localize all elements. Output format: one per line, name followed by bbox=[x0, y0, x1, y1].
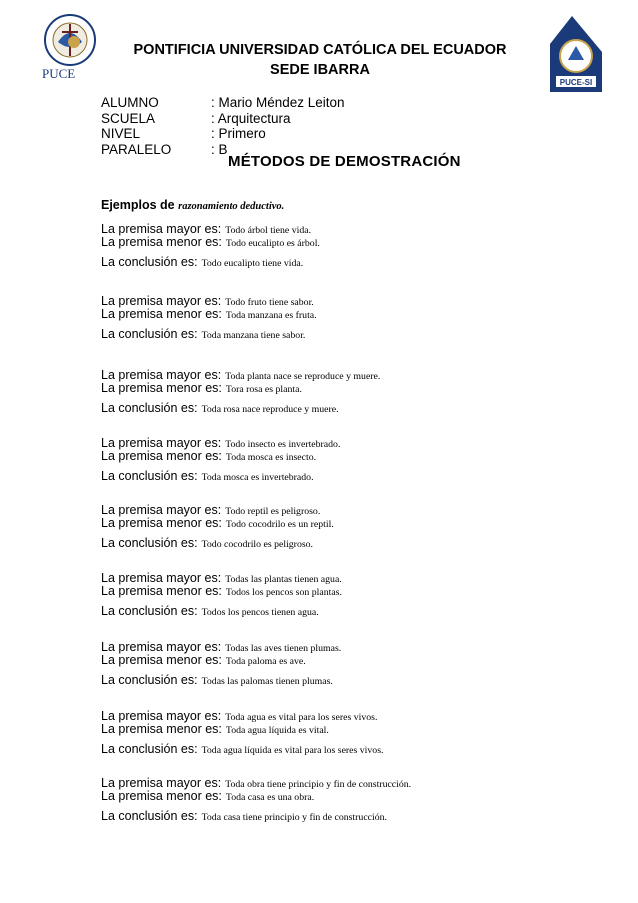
minor-label: La premisa menor es: bbox=[101, 722, 222, 736]
minor-text: Toda mosca es insecto. bbox=[225, 452, 317, 463]
major-label: La premisa mayor es: bbox=[101, 709, 222, 723]
conclusion-text: Todas las palomas tienen plumas. bbox=[201, 676, 333, 687]
puce-si-logo bbox=[546, 12, 606, 94]
minor-label: La premisa menor es: bbox=[101, 307, 222, 321]
campus-name: SEDE IBARRA bbox=[270, 62, 370, 78]
conclusion-label: La conclusión es: bbox=[101, 401, 198, 415]
minor-text: Todos los pencos son plantas. bbox=[225, 587, 342, 598]
minor-premise bbox=[101, 516, 334, 530]
major-text: Toda obra tiene principio y fin de construcción. bbox=[225, 779, 412, 790]
conclusion-text: Toda casa tiene principio y fin de construcción. bbox=[201, 812, 387, 823]
major-label: La premisa mayor es: bbox=[101, 436, 222, 450]
major-text: Toda agua es vital para los seres vivos. bbox=[225, 712, 378, 723]
major-premise bbox=[101, 222, 311, 236]
major-text: Todo insecto es invertebrado. bbox=[225, 439, 341, 450]
conclusion bbox=[101, 536, 313, 550]
conclusion-label: La conclusión es: bbox=[101, 469, 198, 483]
minor-label: La premisa menor es: bbox=[101, 381, 222, 395]
minor-premise bbox=[101, 307, 317, 321]
minor-premise bbox=[101, 381, 302, 395]
info-label: NIVEL bbox=[101, 126, 141, 141]
conclusion bbox=[101, 401, 339, 415]
conclusion-label: La conclusión es: bbox=[101, 604, 198, 618]
conclusion bbox=[101, 673, 333, 687]
info-label: SCUELA bbox=[101, 110, 156, 126]
major-text: Todo reptil es peligroso. bbox=[225, 506, 321, 517]
major-label: La premisa mayor es: bbox=[101, 368, 222, 382]
conclusion bbox=[101, 604, 319, 618]
conclusion-text: Toda agua líquida es vital para los seres vivos. bbox=[201, 745, 384, 756]
major-premise bbox=[101, 294, 314, 308]
info-value: : Primero bbox=[211, 126, 266, 141]
puce-logo-text: PUCE bbox=[42, 66, 76, 81]
minor-label: La premisa menor es: bbox=[101, 449, 222, 463]
conclusion-text: Todo eucalipto tiene vida. bbox=[201, 258, 304, 269]
conclusion-text: Toda mosca es invertebrado. bbox=[201, 472, 314, 483]
conclusion-label: La conclusión es: bbox=[101, 809, 198, 823]
major-label: La premisa mayor es: bbox=[101, 571, 222, 585]
major-premise bbox=[101, 436, 340, 450]
conclusion-text: Todos los pencos tienen agua. bbox=[201, 607, 319, 618]
minor-text: Todo cocodrilo es un reptil. bbox=[225, 519, 334, 530]
major-premise bbox=[101, 368, 380, 382]
major-text: Todas las aves tienen plumas. bbox=[225, 643, 342, 654]
conclusion bbox=[101, 327, 305, 341]
conclusion bbox=[101, 469, 314, 483]
section-subtitle bbox=[101, 198, 284, 212]
subtitle-prefix: Ejemplos de bbox=[101, 198, 179, 212]
minor-premise bbox=[101, 789, 314, 803]
conclusion-label: La conclusión es: bbox=[101, 742, 198, 756]
major-text: Todo fruto tiene sabor. bbox=[225, 297, 314, 308]
subtitle-italic: razonamiento deductivo. bbox=[178, 201, 285, 212]
minor-label: La premisa menor es: bbox=[101, 235, 222, 249]
info-value: : Mario Méndez Leiton bbox=[211, 95, 345, 110]
university-name: PONTIFICIA UNIVERSIDAD CATÓLICA DEL ECUADOR bbox=[133, 42, 507, 58]
conclusion-text: Todo cocodrilo es peligroso. bbox=[201, 539, 314, 550]
major-text: Todas las plantas tienen agua. bbox=[225, 574, 342, 585]
minor-text: Toda casa es una obra. bbox=[225, 792, 315, 803]
minor-text: Todo eucalipto es árbol. bbox=[225, 238, 320, 249]
conclusion bbox=[101, 809, 387, 823]
minor-premise bbox=[101, 235, 320, 249]
minor-label: La premisa menor es: bbox=[101, 789, 222, 803]
info-value: : Arquitectura bbox=[211, 110, 291, 126]
minor-label: La premisa menor es: bbox=[101, 653, 222, 667]
puce-logo bbox=[40, 12, 130, 84]
minor-text: Toda manzana es fruta. bbox=[225, 310, 317, 321]
minor-text: Tora rosa es planta. bbox=[225, 384, 302, 395]
major-premise bbox=[101, 640, 341, 654]
info-value: : B bbox=[211, 141, 228, 157]
major-premise bbox=[101, 503, 320, 517]
conclusion-label: La conclusión es: bbox=[101, 536, 198, 550]
conclusion bbox=[101, 255, 303, 269]
institution-header bbox=[120, 40, 520, 80]
minor-text: Toda paloma es ave. bbox=[225, 656, 306, 667]
major-text: Todo árbol tiene vida. bbox=[225, 225, 312, 236]
major-premise bbox=[101, 571, 342, 585]
major-premise bbox=[101, 776, 411, 790]
minor-premise bbox=[101, 449, 316, 463]
major-label: La premisa mayor es: bbox=[101, 640, 222, 654]
minor-label: La premisa menor es: bbox=[101, 584, 222, 598]
conclusion-label: La conclusión es: bbox=[101, 327, 198, 341]
major-label: La premisa mayor es: bbox=[101, 503, 222, 517]
info-label: ALUMNO bbox=[101, 95, 159, 110]
conclusion bbox=[101, 742, 383, 756]
minor-premise bbox=[101, 722, 329, 736]
info-label: PARALELO bbox=[101, 141, 172, 157]
page-title: MÉTODOS DE DEMOSTRACIÓN bbox=[228, 153, 461, 170]
minor-label: La premisa menor es: bbox=[101, 516, 222, 530]
conclusion-text: Toda rosa nace reproduce y muere. bbox=[201, 404, 339, 415]
minor-premise bbox=[101, 653, 306, 667]
conclusion-text: Toda manzana tiene sabor. bbox=[201, 330, 306, 341]
puce-si-logo-text: PUCE-SI bbox=[559, 78, 593, 87]
major-label: La premisa mayor es: bbox=[101, 294, 222, 308]
conclusion-label: La conclusión es: bbox=[101, 673, 198, 687]
minor-text: Toda agua líquida es vital. bbox=[225, 725, 329, 736]
major-premise bbox=[101, 709, 377, 723]
minor-premise bbox=[101, 584, 342, 598]
major-label: La premisa mayor es: bbox=[101, 222, 222, 236]
major-text: Toda planta nace se reproduce y muere. bbox=[225, 371, 381, 382]
major-label: La premisa mayor es: bbox=[101, 776, 222, 790]
conclusion-label: La conclusión es: bbox=[101, 255, 198, 269]
